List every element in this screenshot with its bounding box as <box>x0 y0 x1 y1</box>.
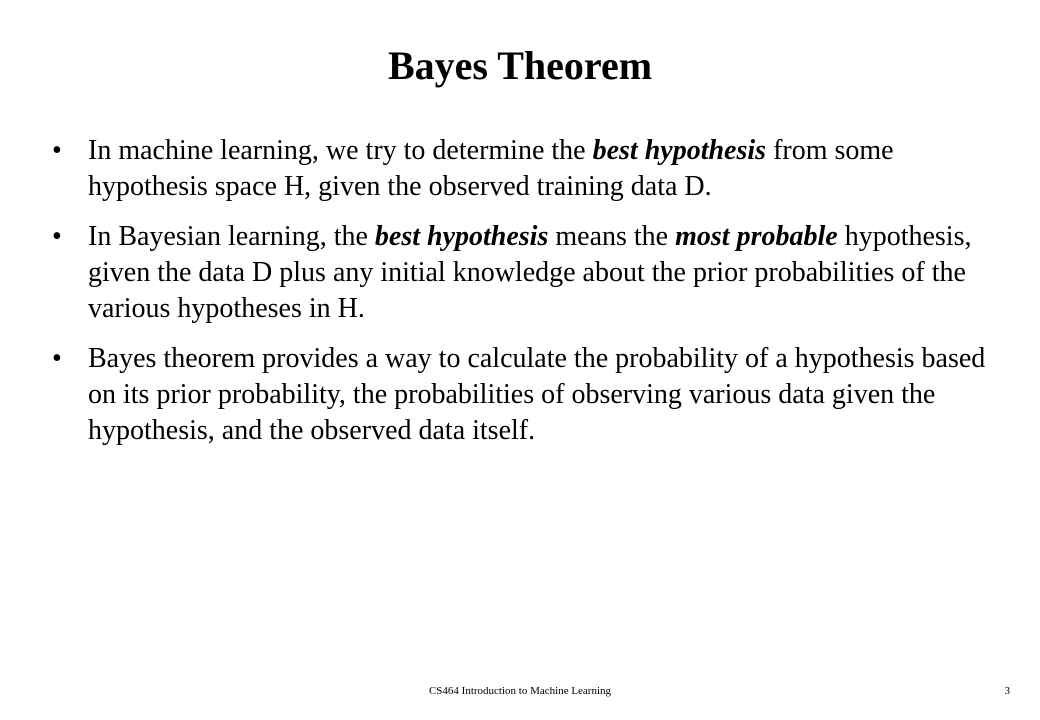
bullet-text-part: means the <box>548 221 676 252</box>
footer-course-title: CS464 Introduction to Machine Learning <box>428 685 612 697</box>
bullet-item <box>48 133 998 205</box>
bullet-text-part: from some hypothesis space H, given the observed training data D. <box>88 135 894 202</box>
bullet-icon: • <box>52 135 62 166</box>
bullet-text-part: hypothesis, given the data D plus any initial knowledge about the prior probabilities of the various hypotheses in H. <box>88 221 972 324</box>
page-number: 3 <box>1004 685 1010 697</box>
bullet-item <box>48 219 998 327</box>
bullet-text-part: In machine learning, we try to determine the <box>88 135 593 166</box>
bullet-item <box>48 341 998 449</box>
bullet-icon: • <box>52 221 62 252</box>
bullet-text-part: Bayes theorem provides a way to calculate the probability of a hypothesis based on its prior probability, the probabilities of observing various data given the hypothesis, and the observed data itself. <box>88 343 986 446</box>
emphasis-text: most probable <box>675 221 838 252</box>
slide-title: Bayes Theorem <box>387 43 653 88</box>
emphasis-text: best hypothesis <box>374 221 549 252</box>
bullet-list <box>48 133 998 463</box>
bullet-text-part: In Bayesian learning, the <box>88 221 375 252</box>
emphasis-text: best hypothesis <box>592 135 767 166</box>
bullet-icon: • <box>52 343 62 374</box>
